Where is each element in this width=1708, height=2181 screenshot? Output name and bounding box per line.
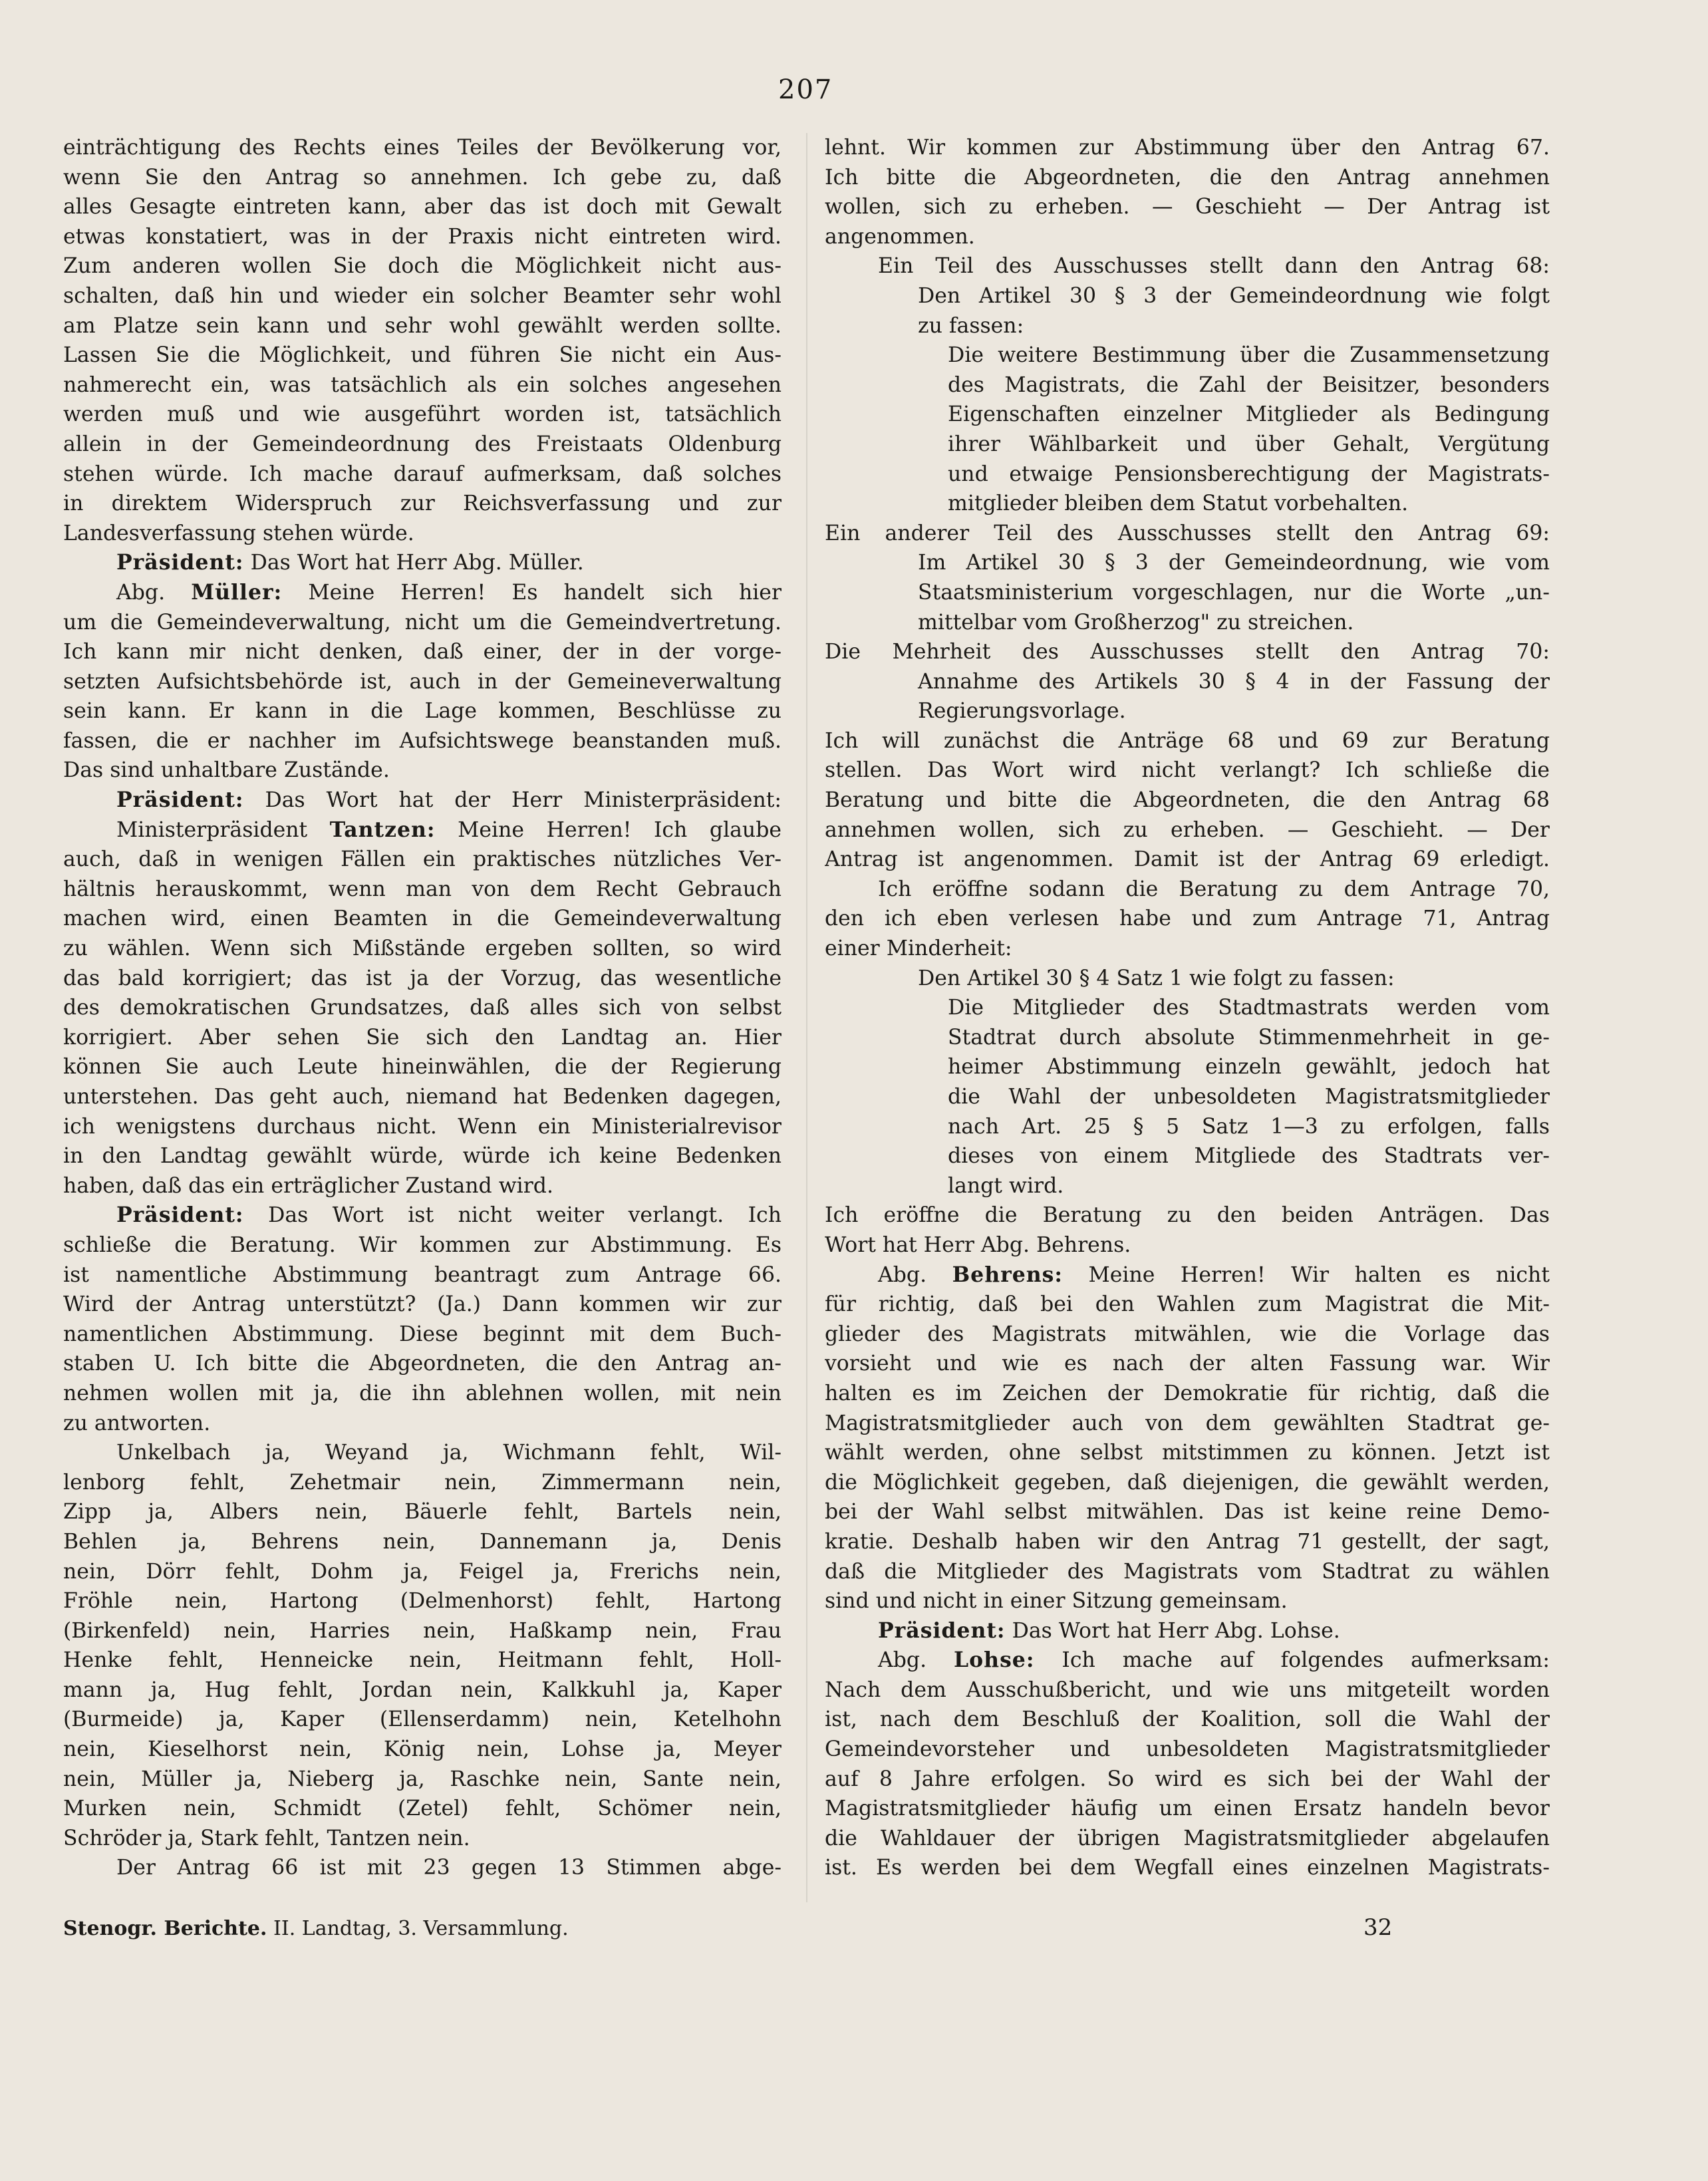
text-line bbox=[825, 1112, 1550, 1142]
text-line bbox=[825, 1409, 1550, 1439]
text-line bbox=[63, 1527, 782, 1557]
text-line bbox=[825, 1497, 1550, 1527]
text-line bbox=[825, 904, 1550, 934]
text-line bbox=[825, 1023, 1550, 1053]
text-line bbox=[825, 637, 1550, 667]
line-text: Das Wort hat Herr Abg. Müller. bbox=[250, 551, 584, 575]
line-text: Meine Herren! Wir halten es nicht bbox=[1088, 1262, 1550, 1287]
text-line bbox=[825, 934, 1550, 964]
line-text: vorsieht und wie es nach der alten Fassung war. Wir bbox=[825, 1352, 1550, 1376]
line-text: Ich will zunächst die Anträge 68 und 69 zur Beratung bbox=[825, 728, 1550, 753]
line-text: Annahme des Artikels 30 § 4 in der Fassung der bbox=[918, 669, 1550, 694]
line-text: Landesverfassung stehen würde. bbox=[63, 521, 414, 545]
text-line bbox=[63, 489, 782, 519]
speaker-prefix: Ministerpräsident bbox=[116, 817, 308, 842]
text-line bbox=[63, 1557, 782, 1587]
text-line bbox=[825, 400, 1550, 430]
text-line bbox=[825, 1290, 1550, 1320]
line-text: ist. Es werden bei dem Wegfall eines einzelnen Magistrats- bbox=[825, 1856, 1550, 1880]
text-line bbox=[63, 934, 782, 964]
line-text: Henke fehlt, Henneicke nein, Heitmann fehlt, Holl- bbox=[63, 1648, 782, 1673]
line-text: einträchtigung des Rechts eines Teiles der Bevölkerung vor, bbox=[63, 136, 782, 160]
text-line bbox=[63, 1023, 782, 1053]
line-text: ich wenigstens durchaus nicht. Wenn ein Ministerialrevisor bbox=[63, 1114, 782, 1139]
line-text: Das sind unhaltbare Zustände. bbox=[63, 758, 390, 783]
line-text: Nach dem Ausschußbericht, und wie uns mitgeteilt worden bbox=[825, 1677, 1550, 1702]
text-line bbox=[825, 608, 1550, 638]
line-text: kratie. Deshalb haben wir den Antrag 71 gestellt, der sagt, bbox=[825, 1529, 1550, 1554]
text-line bbox=[63, 875, 782, 905]
speaker-prefix: Abg. bbox=[878, 1262, 927, 1287]
text-line bbox=[825, 370, 1550, 400]
text-line bbox=[63, 1052, 782, 1082]
text-line bbox=[825, 756, 1550, 786]
text-line bbox=[63, 1735, 782, 1765]
text-line bbox=[825, 1231, 1550, 1260]
speaker-prefix: Abg. bbox=[878, 1648, 927, 1673]
text-line bbox=[63, 845, 782, 875]
text-line bbox=[825, 222, 1550, 252]
text-line bbox=[63, 1409, 782, 1439]
text-line bbox=[63, 1112, 782, 1142]
text-line bbox=[63, 1765, 782, 1795]
line-text: bei der Wahl selbst mitwählen. Das ist keine reine Demo- bbox=[825, 1500, 1550, 1525]
line-text: Zum anderen wollen Sie doch die Möglichkeit nicht aus- bbox=[63, 254, 782, 279]
text-line bbox=[63, 1705, 782, 1735]
text-line bbox=[825, 815, 1550, 845]
text-line bbox=[63, 1616, 782, 1646]
text-line bbox=[63, 1082, 782, 1112]
page-number: 207 bbox=[778, 74, 833, 105]
line-text: Beratung und bitte die Abgeordneten, die den Antrag 68 bbox=[825, 788, 1550, 813]
text-line bbox=[825, 696, 1550, 726]
line-text: Antrag ist angenommen. Damit ist der Antrag 69 erledigt. bbox=[825, 847, 1550, 872]
line-text: Meine Herren! Es handelt sich hier bbox=[308, 580, 782, 605]
line-text: nein, Kieselhorst nein, König nein, Lohse ja, Meyer bbox=[63, 1737, 782, 1762]
text-line bbox=[63, 311, 782, 341]
footer-title: Stenogr. Berichte. bbox=[63, 1917, 267, 1940]
text-line bbox=[825, 964, 1550, 994]
line-text: Schröder ja, Stark fehlt, Tantzen nein. bbox=[63, 1826, 470, 1850]
line-text: werden muß und wie ausgeführt worden ist, tatsächlich bbox=[63, 402, 782, 427]
text-line bbox=[825, 1141, 1550, 1171]
text-line bbox=[825, 1824, 1550, 1854]
text-line bbox=[63, 786, 782, 815]
text-line bbox=[63, 341, 782, 370]
text-line bbox=[825, 192, 1550, 222]
line-text: glieder des Magistrats mitwählen, wie die Vorlage das bbox=[825, 1322, 1550, 1346]
text-line bbox=[825, 1646, 1550, 1675]
text-line bbox=[63, 1349, 782, 1379]
line-text: Behlen ja, Behrens nein, Dannemann ja, Denis bbox=[63, 1529, 782, 1554]
line-text: lenborg fehlt, Zehetmair nein, Zimmermann nein, bbox=[63, 1470, 782, 1495]
line-text: staben U. Ich bitte die Abgeordneten, die den Antrag an- bbox=[63, 1352, 782, 1376]
line-text: einer Minderheit: bbox=[825, 937, 1012, 961]
line-text: Meine Herren! Ich glaube bbox=[458, 817, 782, 842]
line-text: ihrer Wählbarkeit und über Gehalt, Vergütung bbox=[948, 432, 1550, 456]
text-line bbox=[63, 1141, 782, 1171]
line-text: Lassen Sie die Möglichkeit, und führen Sie nicht ein Aus- bbox=[63, 343, 782, 368]
text-line bbox=[63, 370, 782, 400]
text-line bbox=[825, 1468, 1550, 1498]
line-text: (Burmeide) ja, Kaper (Ellenserdamm) nein, Ketelhohn bbox=[63, 1707, 782, 1732]
line-text: sein kann. Er kann in die Lage kommen, Beschlüsse zu bbox=[63, 699, 782, 724]
line-text: die Möglichkeit gegeben, daß diejenigen, die gewählt werden, bbox=[825, 1470, 1550, 1495]
text-line bbox=[63, 578, 782, 608]
text-line bbox=[63, 696, 782, 726]
line-text: zu fassen: bbox=[918, 313, 1024, 338]
text-line bbox=[63, 1468, 782, 1498]
text-line bbox=[825, 845, 1550, 875]
text-line bbox=[825, 667, 1550, 697]
text-line bbox=[63, 637, 782, 667]
speaker-prefix: Abg. bbox=[116, 580, 166, 605]
text-line bbox=[825, 1853, 1550, 1883]
line-text: ist, nach dem Beschluß der Koalition, soll die Wahl der bbox=[825, 1707, 1550, 1732]
line-text: Wort hat Herr Abg. Behrens. bbox=[825, 1233, 1131, 1257]
line-text: angenommen. bbox=[825, 224, 975, 249]
text-line bbox=[63, 281, 782, 311]
text-line bbox=[825, 163, 1550, 193]
text-line bbox=[825, 1201, 1550, 1231]
text-line bbox=[825, 251, 1550, 281]
line-text: nein, Müller ja, Nieberg ja, Raschke nein, Sante nein, bbox=[63, 1767, 782, 1791]
line-text: alles Gesagte eintreten kann, aber das ist doch mit Gewalt bbox=[63, 195, 782, 219]
line-text: Das Wort hat der Herr Ministerpräsident: bbox=[265, 788, 782, 813]
line-text: wenn Sie den Antrag so annehmen. Ich gebe zu, daß bbox=[63, 165, 782, 190]
line-text: Ich eröffne die Beratung zu den beiden Anträgen. Das bbox=[825, 1203, 1550, 1228]
speaker-name: Tantzen: bbox=[329, 817, 436, 842]
line-text: Ich bitte die Abgeordneten, die den Antrag annehmen bbox=[825, 165, 1550, 190]
text-line bbox=[825, 1349, 1550, 1379]
line-text: mittelbar vom Großherzog" zu streichen. bbox=[918, 610, 1354, 635]
text-line bbox=[63, 430, 782, 460]
line-text: Eigenschaften einzelner Mitglieder als Bedingung bbox=[948, 402, 1550, 427]
text-line bbox=[825, 548, 1550, 578]
text-line bbox=[825, 726, 1550, 756]
right-column bbox=[825, 133, 1550, 1883]
line-text: mann ja, Hug fehlt, Jordan nein, Kalkkuhl ja, Kaper bbox=[63, 1677, 782, 1702]
line-text: Das Wort ist nicht weiter verlangt. Ich bbox=[268, 1203, 782, 1228]
line-text: Ich mache auf folgendes aufmerksam: bbox=[1062, 1648, 1550, 1673]
line-text: wollen, sich zu erheben. — Geschieht — Der Antrag ist bbox=[825, 195, 1550, 219]
line-text: stehen würde. Ich mache darauf aufmerksam, daß solches bbox=[63, 462, 782, 486]
line-text: Ein anderer Teil des Ausschusses stellt den Antrag 69: bbox=[825, 521, 1550, 545]
text-line bbox=[63, 1290, 782, 1320]
line-text: Den Artikel 30 § 4 Satz 1 wie folgt zu fassen: bbox=[918, 966, 1395, 990]
text-line bbox=[825, 460, 1550, 490]
text-line bbox=[825, 311, 1550, 341]
line-text: Regierungsvorlage. bbox=[918, 699, 1126, 724]
line-text: Stadtrat durch absolute Stimmenmehrheit in ge- bbox=[948, 1025, 1550, 1050]
text-line bbox=[63, 133, 782, 163]
line-text: schalten, daß hin und wieder ein solcher Beamter sehr wohl bbox=[63, 283, 782, 308]
text-line bbox=[63, 1231, 782, 1260]
line-text: Die Mitglieder des Stadtmastrats werden vom bbox=[948, 996, 1550, 1020]
line-text: um die Gemeindeverwaltung, nicht um die Gemeindvertretung. bbox=[63, 610, 782, 635]
text-line bbox=[825, 1616, 1550, 1646]
speaker-name: Präsident: bbox=[878, 1618, 1006, 1643]
line-text: hältnis herauskommt, wenn man von dem Recht Gebrauch bbox=[63, 877, 782, 901]
line-text: nehmen wollen mit ja, die ihn ablehnen wollen, mit nein bbox=[63, 1381, 782, 1405]
line-text: in den Landtag gewählt würde, würde ich keine Bedenken bbox=[63, 1144, 782, 1169]
text-line bbox=[63, 163, 782, 193]
text-line bbox=[825, 1052, 1550, 1082]
speaker-name: Behrens: bbox=[952, 1262, 1064, 1287]
text-line bbox=[63, 1171, 782, 1201]
text-line bbox=[63, 964, 782, 994]
text-line bbox=[825, 1320, 1550, 1350]
line-text: halten es im Zeichen der Demokratie für richtig, daß die bbox=[825, 1381, 1550, 1405]
text-line bbox=[825, 875, 1550, 905]
line-text: Den Artikel 30 § 3 der Gemeindeordnung wie folgt bbox=[918, 283, 1550, 308]
line-text: nein, Dörr fehlt, Dohm ja, Feigel ja, Frerichs nein, bbox=[63, 1559, 782, 1584]
line-text: nahmerecht ein, was tatsächlich als ein solches angesehen bbox=[63, 372, 782, 397]
line-text: für richtig, daß bei den Wahlen zum Magistrat die Mit- bbox=[825, 1292, 1550, 1317]
text-line bbox=[825, 786, 1550, 815]
line-text: mitglieder bleiben dem Statut vorbehalten. bbox=[948, 492, 1409, 516]
line-text: Gemeindevorsteher und unbesoldeten Magistratsmitglieder bbox=[825, 1737, 1550, 1762]
line-text: Die Mehrheit des Ausschusses stellt den Antrag 70: bbox=[825, 640, 1550, 664]
speaker-name: Müller: bbox=[191, 579, 283, 605]
line-text: des Magistrats, die Zahl der Beisitzer, besonders bbox=[948, 372, 1550, 397]
text-line bbox=[825, 1735, 1550, 1765]
line-text: Zipp ja, Albers nein, Bäuerle fehlt, Bartels nein, bbox=[63, 1500, 782, 1525]
line-text: annehmen wollen, sich zu erheben. — Geschieht. — Der bbox=[825, 817, 1550, 842]
line-text: machen wird, einen Beamten in die Gemeindeverwaltung bbox=[63, 907, 782, 931]
line-text: daß die Mitglieder des Magistrats vom Stadtrat zu wählen bbox=[825, 1559, 1550, 1584]
text-line bbox=[63, 1260, 782, 1290]
speaker-name: Präsident: bbox=[116, 788, 244, 813]
footer-subtitle: II. Landtag, 3. Versammlung. bbox=[273, 1917, 569, 1940]
text-line bbox=[63, 519, 782, 549]
text-line bbox=[825, 1675, 1550, 1705]
line-text: Unkelbach ja, Weyand ja, Wichmann fehlt, Wil- bbox=[116, 1441, 782, 1465]
text-line bbox=[825, 1557, 1550, 1587]
line-text: etwas konstatiert, was in der Praxis nicht eintreten wird. bbox=[63, 224, 782, 249]
text-line bbox=[63, 1586, 782, 1616]
text-line bbox=[63, 192, 782, 222]
text-line bbox=[63, 1379, 782, 1409]
line-text: Ich eröffne sodann die Beratung zu dem Antrage 70, bbox=[878, 877, 1550, 901]
line-text: unterstehen. Das geht auch, niemand hat Bedenken dagegen, bbox=[63, 1085, 782, 1109]
text-line bbox=[825, 1438, 1550, 1468]
line-text: die Wahl der unbesoldeten Magistratsmitglieder bbox=[948, 1085, 1550, 1109]
line-text: schließe die Beratung. Wir kommen zur Abstimmung. Es bbox=[63, 1233, 782, 1257]
line-text: Murken nein, Schmidt (Zetel) fehlt, Schömer nein, bbox=[63, 1797, 782, 1821]
text-line bbox=[825, 1705, 1550, 1735]
line-text: zu wählen. Wenn sich Mißstände ergeben sollten, so wird bbox=[63, 937, 782, 961]
line-text: die Wahldauer der übrigen Magistratsmitglieder abgelaufen bbox=[825, 1826, 1550, 1850]
text-line bbox=[825, 1794, 1550, 1824]
line-text: Magistratsmitglieder auch von dem gewählten Stadtrat ge- bbox=[825, 1411, 1550, 1435]
line-text: Fröhle nein, Hartong (Delmenhorst) fehlt, Hartong bbox=[63, 1589, 782, 1614]
line-text: nach Art. 25 § 5 Satz 1—3 zu erfolgen, falls bbox=[948, 1114, 1550, 1139]
speaker-name: Präsident: bbox=[116, 550, 244, 575]
line-text: Magistratsmitglieder häufig um einen Ersatz handeln bevor bbox=[825, 1797, 1550, 1821]
text-line bbox=[825, 489, 1550, 519]
text-line bbox=[63, 726, 782, 756]
text-line bbox=[825, 1171, 1550, 1201]
line-text: den ich eben verlesen habe und zum Antrage 71, Antrag bbox=[825, 907, 1550, 931]
text-line bbox=[825, 341, 1550, 370]
text-line bbox=[825, 430, 1550, 460]
text-line bbox=[63, 1201, 782, 1231]
text-line bbox=[63, 1675, 782, 1705]
text-line bbox=[63, 815, 782, 845]
line-text: auch, daß in wenigen Fällen ein praktisches nützliches Ver- bbox=[63, 847, 782, 872]
text-line bbox=[63, 1497, 782, 1527]
column-gutter bbox=[806, 133, 807, 1902]
text-line bbox=[63, 1646, 782, 1675]
signature-mark: 32 bbox=[1363, 1914, 1393, 1941]
text-line bbox=[63, 1853, 782, 1883]
text-line bbox=[63, 1794, 782, 1824]
footer-imprint bbox=[63, 1917, 569, 1940]
text-line bbox=[825, 993, 1550, 1023]
line-text: langt wird. bbox=[948, 1173, 1064, 1198]
line-text: namentlichen Abstimmung. Diese beginnt mit dem Buch- bbox=[63, 1322, 782, 1346]
text-line bbox=[825, 133, 1550, 163]
text-line bbox=[63, 756, 782, 786]
speaker-name: Lohse: bbox=[954, 1648, 1035, 1673]
line-text: Das Wort hat Herr Abg. Lohse. bbox=[1012, 1618, 1340, 1643]
line-text: können Sie auch Leute hineinwählen, die der Regierung bbox=[63, 1055, 782, 1080]
text-line bbox=[63, 251, 782, 281]
text-line bbox=[825, 578, 1550, 608]
line-text: in direktem Widerspruch zur Reichsverfassung und zur bbox=[63, 492, 782, 516]
text-line bbox=[825, 1765, 1550, 1795]
line-text: lehnt. Wir kommen zur Abstimmung über den Antrag 67. bbox=[825, 136, 1550, 160]
text-line bbox=[63, 460, 782, 490]
left-column bbox=[63, 133, 782, 1883]
line-text: ist namentliche Abstimmung beantragt zum Antrage 66. bbox=[63, 1262, 782, 1287]
line-text: haben, daß das ein erträglicher Zustand wird. bbox=[63, 1173, 553, 1198]
text-line bbox=[63, 904, 782, 934]
text-line bbox=[63, 400, 782, 430]
text-line bbox=[63, 1320, 782, 1350]
line-text: Ich kann mir nicht denken, daß einer, der in der vorge- bbox=[63, 640, 782, 664]
text-line bbox=[825, 519, 1550, 549]
text-line bbox=[825, 281, 1550, 311]
line-text: sind und nicht in einer Sitzung gemeinsam. bbox=[825, 1589, 1288, 1614]
line-text: auf 8 Jahre erfolgen. So wird es sich bei der Wahl der bbox=[825, 1767, 1550, 1791]
line-text: und etwaige Pensionsberechtigung der Magistrats- bbox=[948, 462, 1550, 486]
line-text: des demokratischen Grundsatzes, daß alles sich von selbst bbox=[63, 996, 782, 1020]
text-line bbox=[825, 1260, 1550, 1290]
text-line bbox=[63, 608, 782, 638]
line-text: fassen, die er nachher im Aufsichtswege beanstanden muß. bbox=[63, 728, 782, 753]
text-line bbox=[825, 1082, 1550, 1112]
line-text: heimer Abstimmung einzeln gewählt, jedoch hat bbox=[948, 1055, 1550, 1080]
line-text: stellen. Das Wort wird nicht verlangt? Ich schließe die bbox=[825, 758, 1550, 783]
line-text: (Birkenfeld) nein, Harries nein, Haßkamp nein, Frau bbox=[63, 1618, 782, 1643]
line-text: dieses von einem Mitgliede des Stadtrats ver- bbox=[948, 1144, 1550, 1169]
text-line bbox=[63, 667, 782, 697]
speaker-name: Präsident: bbox=[116, 1203, 244, 1228]
line-text: Staatsministerium vorgeschlagen, nur die Worte „un- bbox=[918, 580, 1550, 605]
line-text: zu antworten. bbox=[63, 1411, 211, 1435]
line-text: korrigiert. Aber sehen Sie sich den Landtag an. Hier bbox=[63, 1025, 782, 1050]
text-line bbox=[825, 1586, 1550, 1616]
text-line bbox=[63, 1824, 782, 1854]
line-text: Der Antrag 66 ist mit 23 gegen 13 Stimmen abge- bbox=[116, 1856, 782, 1880]
line-text: das bald korrigiert; das ist ja der Vorzug, das wesentliche bbox=[63, 966, 782, 990]
line-text: Ein Teil des Ausschusses stellt dann den Antrag 68: bbox=[878, 254, 1550, 279]
text-line bbox=[63, 222, 782, 252]
line-text: am Platze sein kann und sehr wohl gewählt werden sollte. bbox=[63, 313, 782, 338]
text-line bbox=[825, 1527, 1550, 1557]
line-text: allein in der Gemeindeordnung des Freistaats Oldenburg bbox=[63, 432, 782, 456]
text-line bbox=[63, 1438, 782, 1468]
text-line bbox=[63, 993, 782, 1023]
line-text: setzten Aufsichtsbehörde ist, auch in der Gemeineverwaltung bbox=[63, 669, 782, 694]
text-line bbox=[825, 1379, 1550, 1409]
text-line bbox=[63, 548, 782, 578]
line-text: Die weitere Bestimmung über die Zusammensetzung bbox=[948, 343, 1550, 368]
line-text: Wird der Antrag unterstützt? (Ja.) Dann kommen wir zur bbox=[63, 1292, 782, 1317]
line-text: Im Artikel 30 § 3 der Gemeindeordnung, wie vom bbox=[918, 551, 1550, 575]
line-text: wählt werden, ohne selbst mitstimmen zu können. Jetzt ist bbox=[825, 1441, 1550, 1465]
